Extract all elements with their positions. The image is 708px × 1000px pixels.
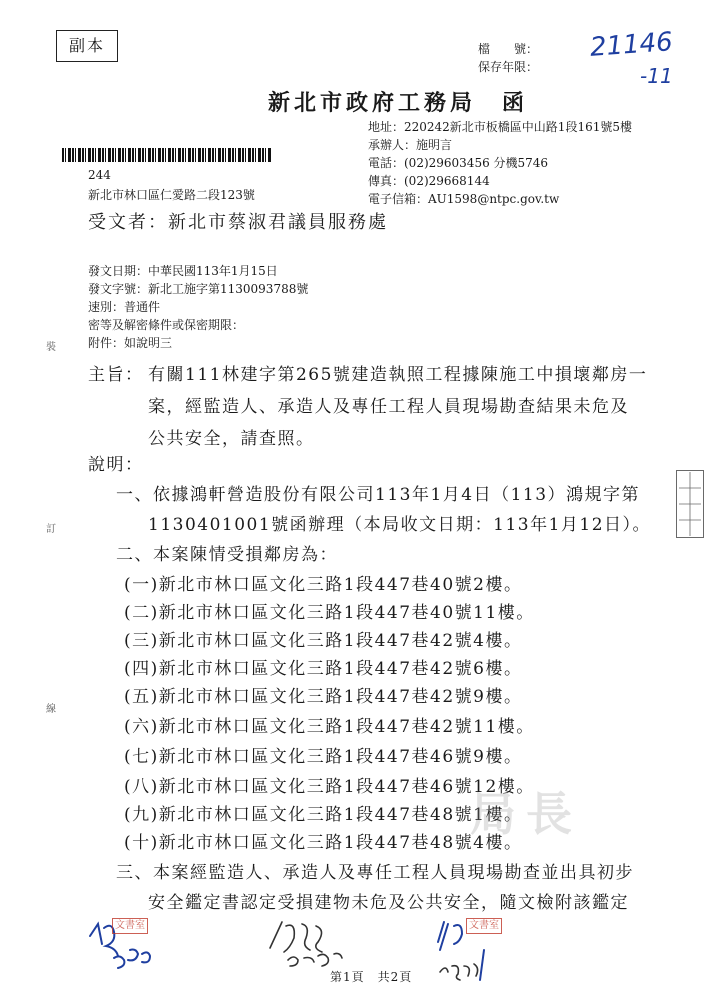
stamp-grid-icon (679, 472, 701, 536)
damaged-house-item: (六)新北市林口區文化三路1段447巷42號11樓。 (124, 717, 535, 737)
explanation-item-3-cont: 安全鑑定書認定受損建物未危及公共安全，隨文檢附該鑑定 (148, 893, 629, 913)
explanation-item-2: 二、本案陳情受損鄰房為： (116, 545, 338, 565)
binding-mark: 訂 (46, 524, 56, 535)
document-title: 新北市政府工務局 函 (268, 90, 529, 116)
damaged-house-item: (七)新北市林口區文化三路1段447巷46號9樓。 (124, 747, 523, 767)
receipt-stamp-left: 文書室 (112, 918, 148, 934)
binding-mark: 裝 (46, 342, 56, 353)
subject-line: 有關111林建字第265號建造執照工程據陳施工中損壞鄰房一 (148, 365, 648, 385)
mailing-address: 新北市林口區仁愛路二段123號 (88, 188, 255, 202)
postal-code: 244 (88, 168, 111, 182)
handwritten-file-suffix: -11 (640, 64, 673, 88)
received-stamp (676, 470, 704, 538)
damaged-house-item: (五)新北市林口區文化三路1段447巷42號9樓。 (124, 687, 523, 707)
delivery-speed: 速別：普通件 (88, 300, 161, 314)
email-address: 電子信箱：AU1598@ntpc.gov.tw (368, 192, 560, 206)
handwritten-file-number: 21146 (589, 27, 674, 63)
retention-label: 保存年限： (478, 60, 539, 74)
receipt-stamp-right: 文書室 (466, 918, 502, 934)
file-number-label: 檔 號： (478, 42, 539, 56)
attachments: 附件：如說明三 (88, 336, 173, 350)
phone-number: 電話：(02)29603456 分機5746 (368, 156, 549, 170)
damaged-house-item: (一)新北市林口區文化三路1段447巷40號2樓。 (124, 575, 523, 595)
damaged-house-item: (十)新北市林口區文化三路1段447巷48號4樓。 (124, 833, 523, 853)
confidentiality: 密等及解密條件或保密期限： (88, 318, 245, 332)
damaged-house-item: (八)新北市林口區文化三路1段447巷46號12樓。 (124, 777, 535, 797)
page-number: 第1頁 共2頁 (330, 970, 413, 984)
barcode (62, 148, 272, 162)
agency-address: 地址：220242新北市板橋區中山路1段161號5樓 (368, 120, 632, 134)
damaged-house-item: (三)新北市林口區文化三路1段447巷42號4樓。 (124, 631, 523, 651)
copy-label: 副本 (56, 30, 118, 62)
explanation-label: 說明： (88, 455, 144, 475)
explanation-item-3: 三、本案經監造人、承造人及專任工程人員現場勘查並出具初步 (116, 863, 634, 883)
damaged-house-item: (二)新北市林口區文化三路1段447巷40號11樓。 (124, 603, 535, 623)
subject-line: 公共安全，請查照。 (148, 429, 315, 449)
damaged-house-item: (四)新北市林口區文化三路1段447巷42號6樓。 (124, 659, 523, 679)
explanation-item-1-cont: 1130401001號函辦理（本局收文日期：113年1月12日）。 (148, 515, 652, 535)
handwritten-annotation-center (262, 914, 362, 974)
explanation-item-1: 一、依據鴻軒營造股份有限公司113年1月4日（113）鴻規字第 (116, 485, 641, 505)
subject-line: 案，經監造人、承造人及專任工程人員現場勘查結果未危及 (148, 397, 629, 417)
fax-number: 傳真：(02)29668144 (368, 174, 490, 188)
recipient: 受文者：新北市蔡淑君議員服務處 (88, 212, 388, 233)
damaged-house-item: (九)新北市林口區文化三路1段447巷48號1樓。 (124, 805, 523, 825)
subject-label: 主旨： (88, 365, 144, 385)
bleed-through-watermark: 局長 (470, 787, 582, 841)
document-number: 發文字號：新北工施字第1130093788號 (88, 282, 309, 296)
issue-date: 發文日期：中華民國113年1月15日 (88, 264, 278, 278)
handler-name: 承辦人：施明言 (368, 138, 453, 152)
binding-mark: 線 (46, 704, 56, 715)
